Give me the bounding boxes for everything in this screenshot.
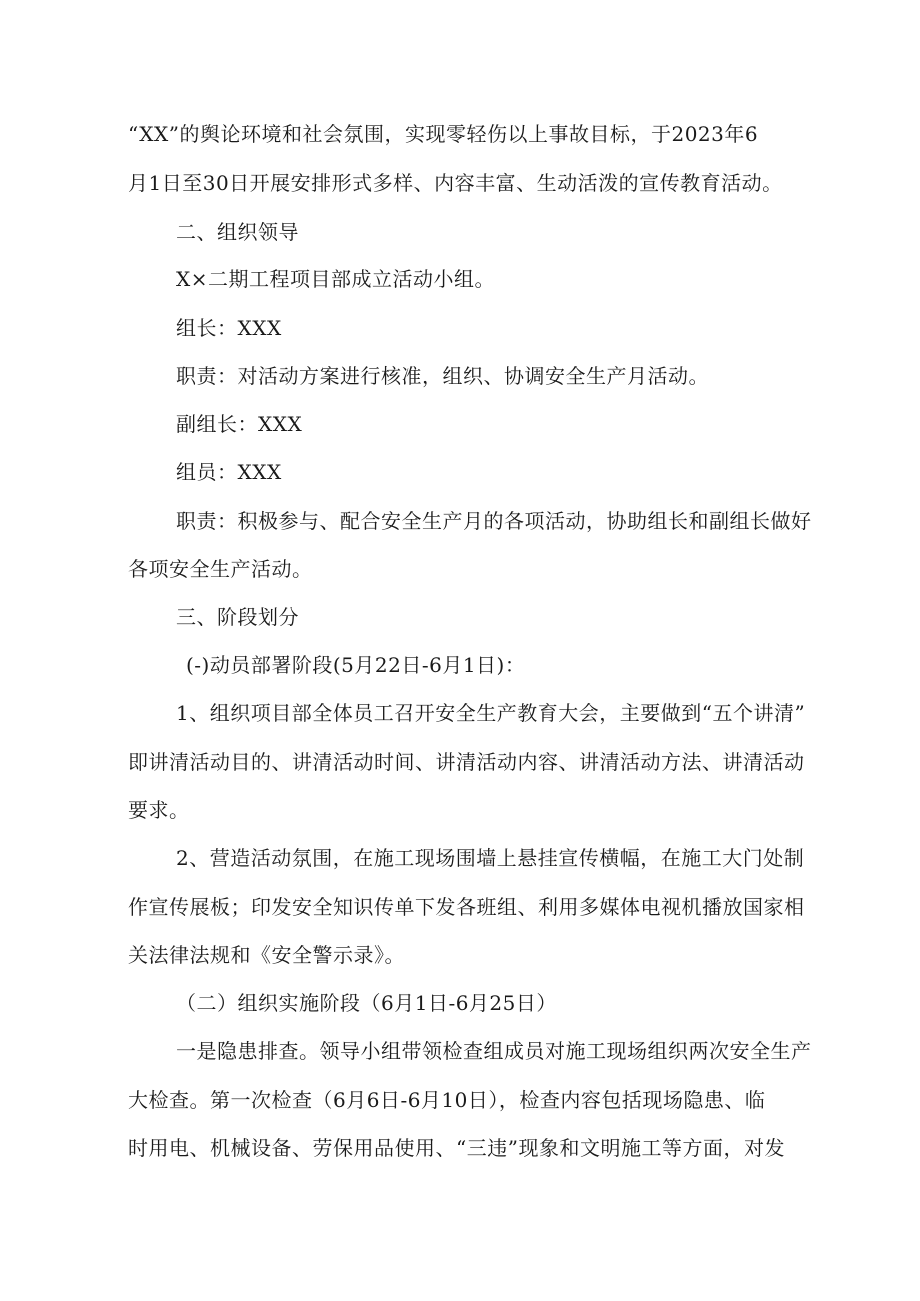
section-heading-phases: 三、阶段划分: [176, 605, 299, 629]
paragraph-line: 要求。: [128, 798, 190, 822]
subsection-heading: （二）组织实施阶段（6月1日-6月25日）: [176, 991, 557, 1015]
paragraph-line: 1、组织项目部全体员工召开安全生产教育大会，主要做到“五个讲清”: [176, 701, 806, 725]
paragraph-line: 职责：积极参与、配合安全生产月的各项活动，协助组长和副组长做好: [176, 509, 812, 533]
paragraph-line: 大检查。第一次检查（6月6日-6月10日），检查内容包括现场隐患、临: [128, 1088, 766, 1112]
paragraph-line: 即讲清活动目的、讲清活动时间、讲清活动内容、讲清活动方法、讲清活动: [128, 750, 805, 774]
paragraph-line: 组员：XXX: [176, 460, 282, 484]
paragraph-line: 作宣传展板；印发安全知识传单下发各班组、利用多媒体电视机播放国家相: [128, 895, 805, 919]
subsection-heading: (-)动员部署阶段(5月22日-6月1日)：: [186, 653, 526, 677]
paragraph-line: 关法律法规和《安全警示录》。: [128, 943, 405, 967]
paragraph-line: 组长：XXX: [176, 316, 282, 340]
paragraph-line: 副组长：XXX: [176, 412, 303, 436]
paragraph-line: “XX”的舆论环境和社会氛围，实现零轻伤以上事故目标，于2023年6: [128, 122, 759, 146]
paragraph-line: 时用电、机械设备、劳保用品使用、“三违”现象和文明施工等方面，对发: [128, 1136, 785, 1160]
paragraph-line: 职责：对活动方案进行核准，组织、协调安全生产月活动。: [176, 364, 709, 388]
section-heading-organization: 二、组织领导: [176, 220, 299, 244]
paragraph-line: 2、营造活动氛围，在施工现场围墙上悬挂宣传横幅，在施工大门处制: [176, 846, 805, 870]
paragraph-line: X×二期工程项目部成立活动小组。: [176, 267, 495, 291]
paragraph-line: 月1日至30日开展安排形式多样、内容丰富、生动活泼的宣传教育活动。: [128, 171, 783, 195]
paragraph-line: 一是隐患排查。领导小组带领检查组成员对施工现场组织两次安全生产: [176, 1039, 812, 1063]
paragraph-line: 各项安全生产活动。: [128, 557, 313, 581]
